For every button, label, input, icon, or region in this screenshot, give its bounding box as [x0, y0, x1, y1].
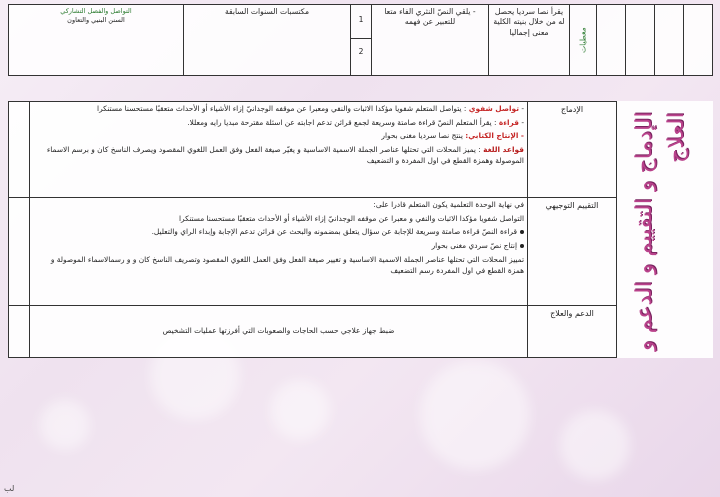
objectives-table [8, 4, 713, 76]
num-1: 1 [351, 5, 371, 39]
empty-cell [626, 5, 655, 76]
integration-content [30, 102, 528, 198]
writing-paragraph [33, 131, 524, 142]
assessment-item-2 [33, 227, 524, 238]
assessment-item-2-text: قراءة النصّ قراءة صامتة وسريعة للإجابة عن سؤال يتعلق بمضمونه والبحث عن قرائن تدعم الإجابة وإبداء الراي والتعليل. [151, 227, 517, 237]
reading-paragraph: - قراءة : يقرأ المتعلم النصّ قراءة صامتة وسريعة لجمع قرائن تدعم اجابته عن اسئلة مقترحة مبديا رايه ومعللا. [187, 117, 524, 127]
empty-cell [597, 5, 626, 76]
reading-label: قراءة [498, 117, 519, 127]
oral-label: تواصل شفوي [468, 104, 519, 113]
writing-text: ينتج نصا سرديا مغنى بحوار [381, 131, 463, 141]
integration-label: الإدماج [528, 102, 617, 198]
integration-table [8, 101, 713, 358]
grammar-label: قواعد اللغة [483, 145, 524, 155]
objective-cell: يقرأ نصا سرديا يحصل له من خلال بنيته الكلية معنى إجماليا [489, 5, 570, 76]
oral-paragraph: - تواصل شفوي : يتواصل المتعلم شفويا مؤكدا الاثبات والنفي ومعبرا عن موقفه الوجدانيّ إزاء الأشياء أو الأحداث متعقبًا مستحسنا مستنكرا [97, 104, 524, 113]
empty-cell [684, 5, 713, 76]
empty-column [9, 198, 30, 306]
reading-text: : يقرأ المتعلم النصّ قراءة صامتة وسريعة لجمع قرائن تدعم اجابته عن اسئلة مقترحة مبديا رايه ومعللا. [187, 117, 497, 127]
signature: لب [4, 484, 15, 493]
grammar-text: : يميز المحلات التي تحتلها عناصر الجملة الاسمية الاساسية و يغيّر صيغة الفعل وفق العمل اللغوي المقصود ويصرف الناسخ كان و برسم الاسماء الموصولة وهمزة القطع في اول المفردة و التضعيف [46, 145, 524, 165]
bullet-icon [520, 230, 524, 234]
bullet-icon [520, 244, 524, 248]
assessment-label: التقييم التوجيهي [528, 198, 617, 306]
assessment-content [30, 198, 528, 306]
assessment-item-3-text: إنتاج نصّ سردي مغنى بحوار [431, 241, 517, 251]
assessment-intro: في نهاية الوحدة التعلمية يكون المتعلم قادرا على: [373, 200, 524, 209]
empty-column [9, 102, 30, 198]
assessment-item-1: التواصل شفويا مؤكدا الاثبات والنفي و معبرا عن موقفه الوجدانيّ إزاء الأشياء أو الأحداث متعقبًا مستحسنا مستنكرا [178, 213, 524, 223]
vertical-title: الإدماج و التقييم و الدعم و العلاج [632, 111, 689, 351]
remedy-content: ضبط جهاز علاجي حسب الحاجات والصعوبات التي أفرزتها عمليات التشخيص [30, 306, 528, 358]
header-vertical-label: معطيات [570, 5, 597, 76]
num-2: 2 [358, 47, 364, 56]
prior-knowledge-cell: مكتسبات السنوات السابقة [184, 5, 351, 76]
empty-cell [655, 5, 684, 76]
remedy-label: الدعم والعلاج [528, 306, 617, 358]
vertical-title-cell [617, 102, 714, 358]
grammar-paragraph [33, 145, 524, 166]
activity-cell: - يلقي النصّ النثري الفاء متعا للتعبير عن فهمه [372, 5, 489, 76]
oral-text: : يتواصل المتعلم شفويا مؤكدا الاثبات والنفي ومعبرا عن موقفه الوجدانيّ إزاء الأشياء أو الأحداث متعقبًا مستحسنا مستنكرا [97, 104, 467, 113]
assessment-item-4: تمييز المحلات التي تحتلها عناصر الجملة الاسمية الاساسية و تغيير صيغة الفعل وفق العمل اللغوي المقصود وتصريف الناسخ كان و و رسمالاسماء الموصولة و همزة القطع في اول المفردة رسم التضعيف [50, 254, 524, 275]
left-cell [9, 5, 184, 76]
assessment-item-3 [33, 241, 524, 252]
writing-label: - الإنتاج الكتابي: [465, 131, 524, 141]
left-cell-text-1: التواصل والفصل التشاركي [60, 7, 132, 15]
left-cell-text-2: السنن البنيي والتعاون [67, 15, 125, 24]
empty-column [9, 306, 30, 358]
numbers-cell [351, 5, 372, 76]
